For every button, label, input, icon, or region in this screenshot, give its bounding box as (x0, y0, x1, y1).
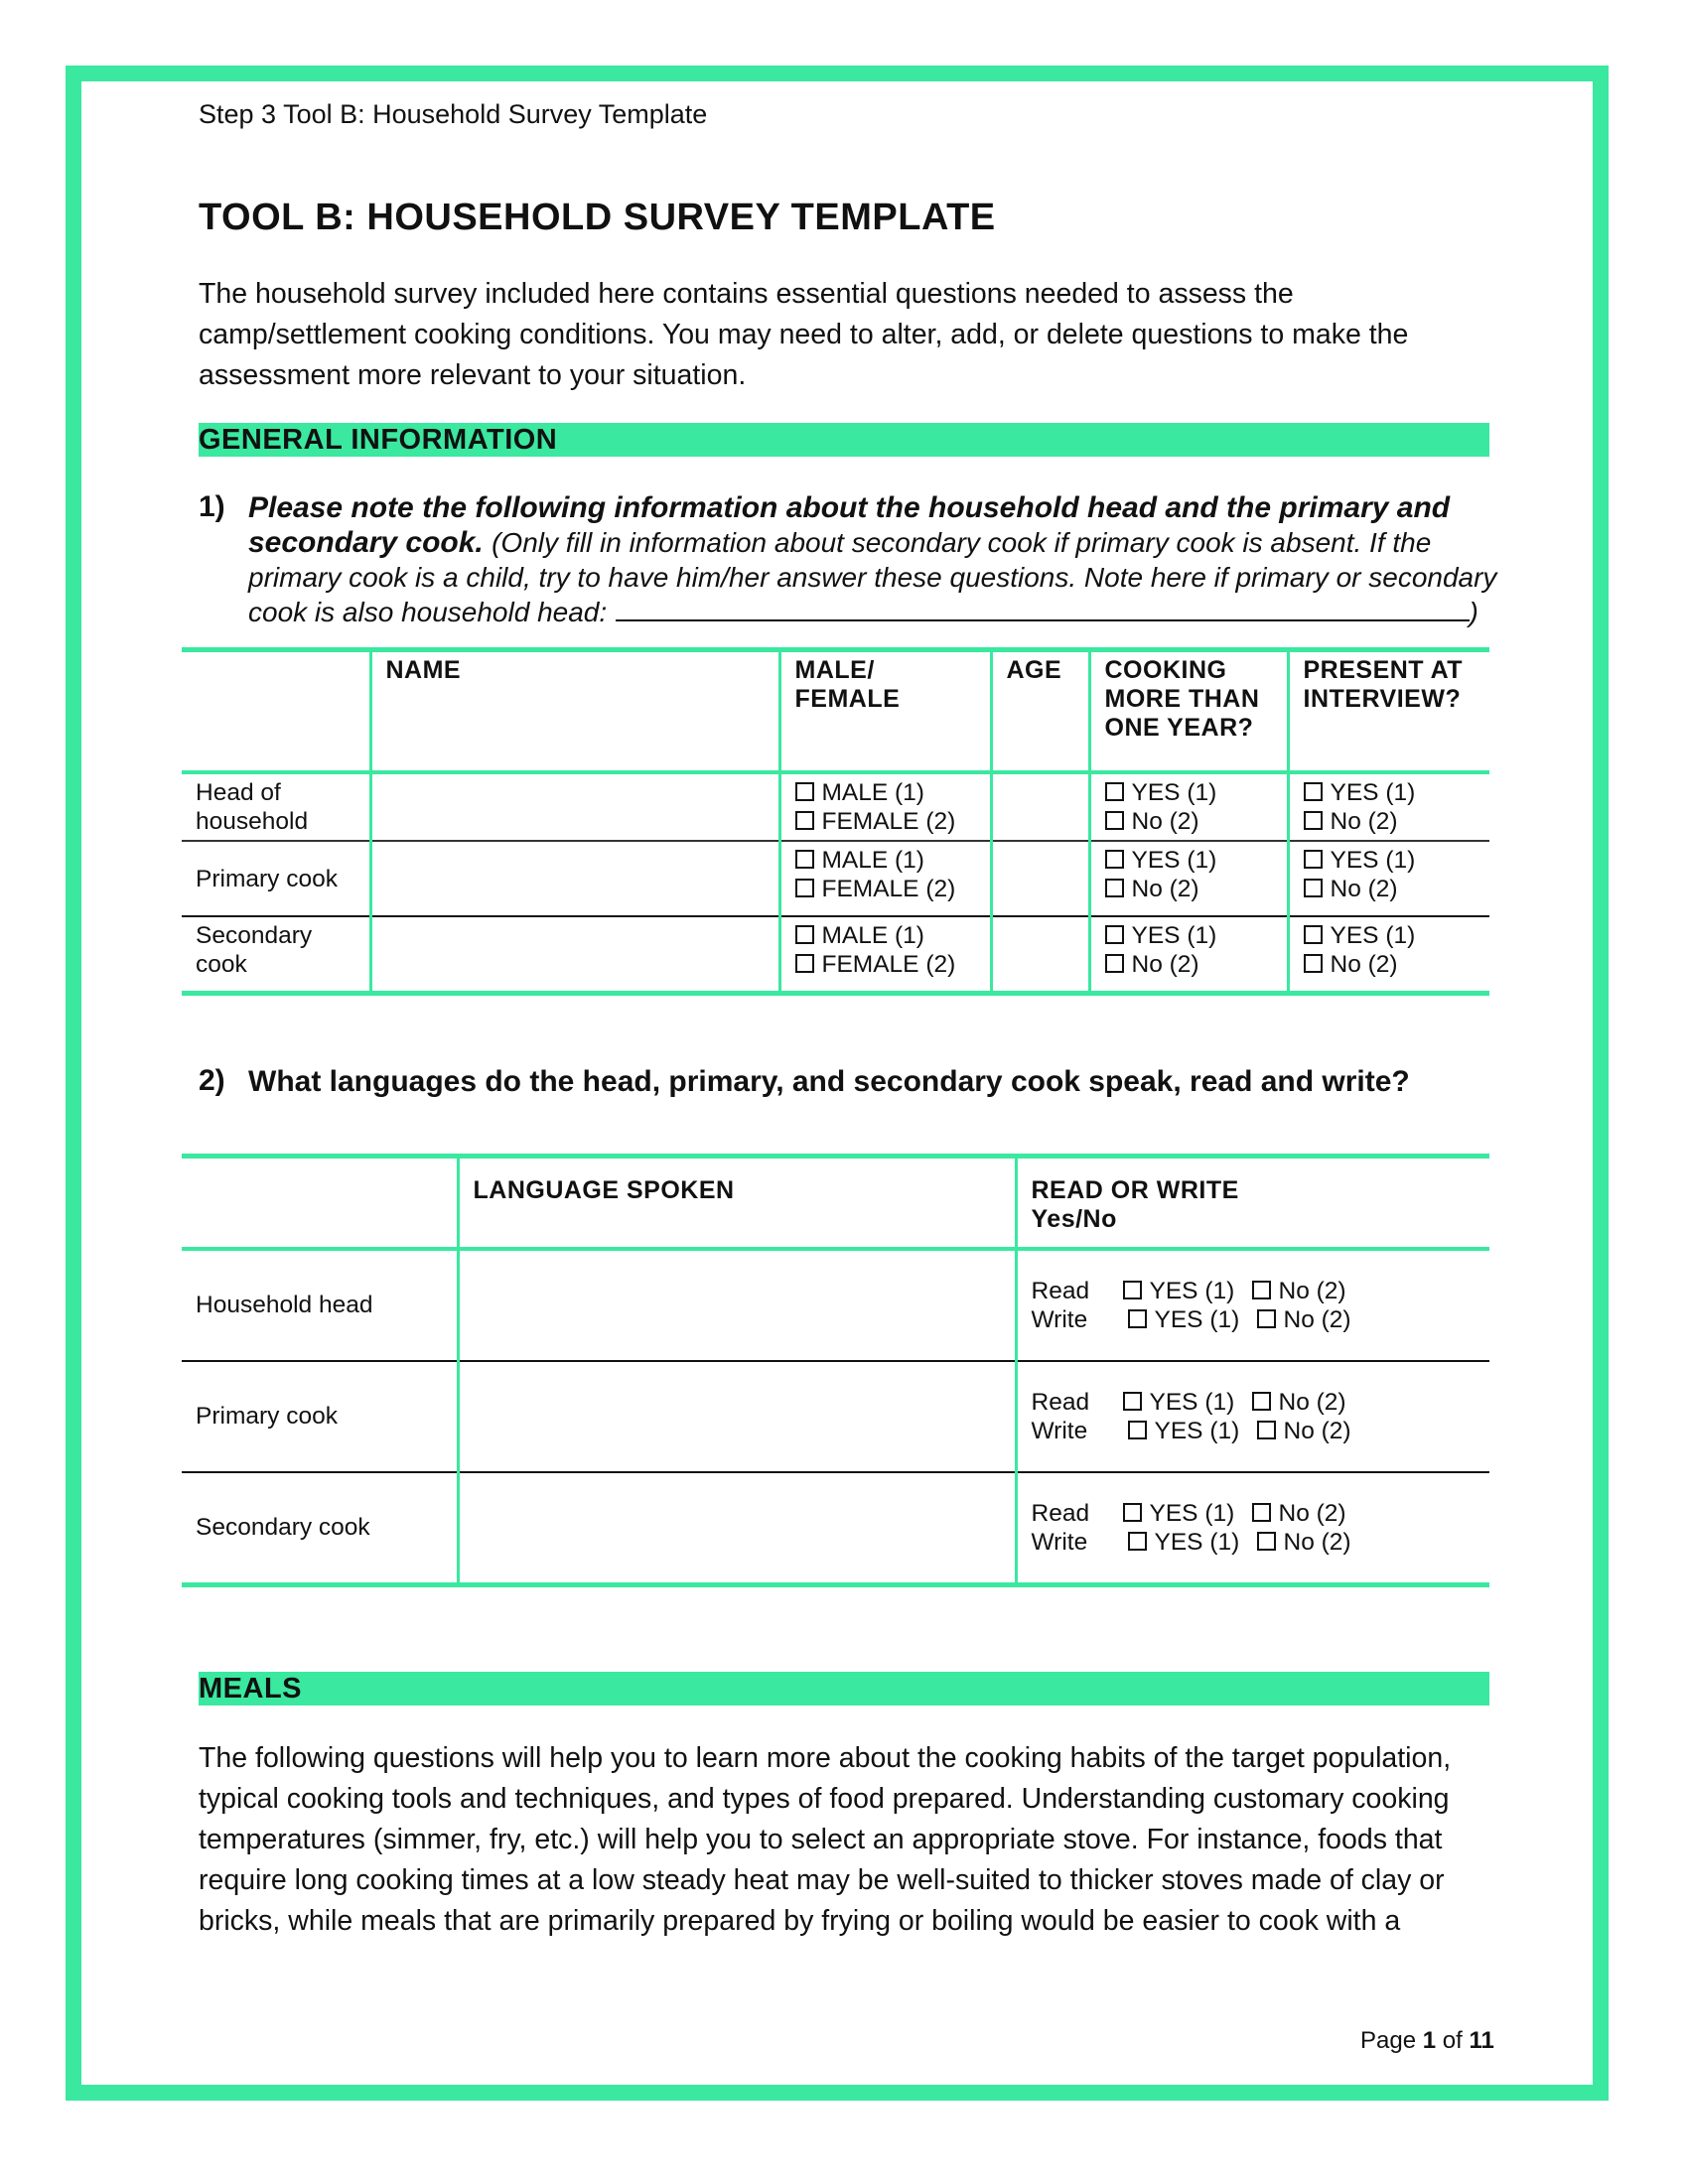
sex-options (779, 772, 991, 841)
intro-paragraph: The household survey included here contains essential questions needed to assess the camp/settlement cooking conditions. You may need to alter, add, or delete questions to make the assessment more relevant to your situation. (199, 278, 1409, 391)
row-label: Secondary cook (196, 922, 313, 978)
row-label: Secondary cook (196, 1514, 370, 1541)
checkbox-option[interactable]: No (2) (1252, 1388, 1371, 1417)
languages-table (182, 1154, 1489, 1587)
table-row (182, 772, 1489, 841)
table1-header-sex: MALE/ FEMALE (779, 650, 991, 773)
name-field[interactable] (370, 772, 779, 841)
cooking-options (1089, 841, 1288, 916)
checkbox-option[interactable]: No (2) (1252, 1528, 1371, 1557)
age-field[interactable] (991, 841, 1089, 916)
question-1-note: (Only fill in information about secondary cook if primary cook is absent. If the primary cook is a child, try to have him/her answer these questions. Note here if primary or secondary cook is also household head: (248, 527, 1497, 627)
language-field[interactable] (458, 1472, 1016, 1585)
table2-header-read-write: READ OR WRITE Yes/No (1016, 1157, 1489, 1249)
row-label: Primary cook (182, 1361, 458, 1472)
section-general-information: GENERAL INFORMATION (199, 423, 1489, 457)
section-meals: MEALS (199, 1672, 1489, 1706)
table2-header-language: LANGUAGE SPOKEN (458, 1157, 1016, 1249)
row-label: Head of household (182, 772, 370, 841)
checkbox-option[interactable]: YES (1) (1123, 1388, 1252, 1417)
question-1-text: Please note the following information about the household head and the primary and secondary cook. (248, 491, 1451, 559)
household-head-note-field[interactable] (616, 598, 1470, 621)
cooking-options (1089, 772, 1288, 841)
table1-header-present: PRESENT AT INTERVIEW? (1288, 650, 1489, 773)
language-field[interactable] (458, 1361, 1016, 1472)
checkbox-option[interactable]: YES (1) (1105, 921, 1273, 950)
table1-header-name: NAME (370, 650, 779, 773)
sex-options (779, 841, 991, 916)
checkbox-option[interactable]: No (2) (1252, 1499, 1371, 1528)
row-label: Household head (182, 1249, 458, 1361)
read-write-options: Read YES (1) No (2) Write YES (1) No (2) (1016, 1361, 1489, 1472)
language-field[interactable] (458, 1249, 1016, 1361)
question-1: 1) Please note the following information about the household head and the primary and secondary cook. (Only fill in information about secondary cook if primary cook is absent. If the primary cook is a child, try to have him/her answer these questions. Note here if primary or secondary cook is also household head: ) (199, 490, 1497, 627)
checkbox-option[interactable]: No (2) (1304, 875, 1477, 903)
checkbox-option[interactable]: YES (1) (1304, 921, 1477, 950)
checkbox-option[interactable]: FEMALE (2) (795, 950, 976, 979)
checkbox-option[interactable]: No (2) (1105, 807, 1273, 836)
checkbox-option[interactable]: YES (1) (1105, 778, 1273, 807)
name-field[interactable] (370, 841, 779, 916)
table-row (182, 841, 1489, 916)
checkbox-option[interactable]: MALE (1) (795, 846, 976, 875)
checkbox-option[interactable]: YES (1) (1105, 846, 1273, 875)
checkbox-option[interactable]: No (2) (1304, 807, 1477, 836)
table-row (182, 916, 1489, 994)
running-header: Step 3 Tool B: Household Survey Template (199, 99, 708, 129)
sex-options (779, 916, 991, 994)
checkbox-option[interactable]: No (2) (1105, 950, 1273, 979)
table1-header-cooking: COOKING MORE THAN ONE YEAR? (1089, 650, 1288, 773)
table-row (182, 1361, 1489, 1472)
checkbox-option[interactable]: YES (1) (1123, 1528, 1252, 1557)
question-1-number: 1) (199, 490, 225, 523)
page-title: TOOL B: HOUSEHOLD SURVEY TEMPLATE (199, 197, 996, 238)
present-options (1288, 841, 1489, 916)
question-2-text: What languages do the head, primary, and secondary cook speak, read and write? (248, 1065, 1410, 1098)
checkbox-option[interactable]: FEMALE (2) (795, 875, 976, 903)
table2-header-blank (182, 1157, 458, 1249)
checkbox-option[interactable]: YES (1) (1123, 1499, 1252, 1528)
read-write-options: Read YES (1) No (2) Write YES (1) No (2) (1016, 1472, 1489, 1585)
table-row (182, 1249, 1489, 1361)
age-field[interactable] (991, 772, 1089, 841)
checkbox-option[interactable]: MALE (1) (795, 778, 976, 807)
read-write-options: Read YES (1) No (2) Write YES (1) No (2) (1016, 1249, 1489, 1361)
meals-paragraph: The following questions will help you to learn more about the cooking habits of the target population, typical cooking tools and techniques, and types of food prepared. Understanding customary cooking temperatures (simmer, fry, etc.) will help you to select an appropriate stove. For instance, foods that require long cooking times at a low steady heat may be well-suited to thicker stoves made of clay or bricks, while meals that are primarily prepared by frying or boiling would be easier to cook with a (199, 1742, 1452, 1937)
present-options (1288, 772, 1489, 841)
checkbox-option[interactable]: YES (1) (1304, 846, 1477, 875)
checkbox-option[interactable]: No (2) (1252, 1277, 1371, 1305)
household-members-table (182, 647, 1489, 996)
cooking-options (1089, 916, 1288, 994)
age-field[interactable] (991, 916, 1089, 994)
checkbox-option[interactable]: No (2) (1105, 875, 1273, 903)
page-number: Page 1 of 11 (1360, 2027, 1494, 2054)
checkbox-option[interactable]: FEMALE (2) (795, 807, 976, 836)
table-row (182, 1472, 1489, 1585)
checkbox-option[interactable]: No (2) (1252, 1305, 1371, 1334)
row-label: Primary cook (182, 841, 370, 916)
checkbox-option[interactable]: YES (1) (1123, 1277, 1252, 1305)
question-2 (199, 1064, 1499, 1099)
name-field[interactable] (370, 916, 779, 994)
present-options (1288, 916, 1489, 994)
checkbox-option[interactable]: YES (1) (1123, 1305, 1252, 1334)
checkbox-option[interactable]: YES (1) (1123, 1417, 1252, 1445)
checkbox-option[interactable]: No (2) (1304, 950, 1477, 979)
checkbox-option[interactable]: YES (1) (1304, 778, 1477, 807)
table1-header-blank (182, 650, 370, 773)
table1-header-age: AGE (991, 650, 1089, 773)
checkbox-option[interactable]: MALE (1) (795, 921, 976, 950)
checkbox-option[interactable]: No (2) (1252, 1417, 1371, 1445)
question-2-number: 2) (199, 1064, 225, 1097)
